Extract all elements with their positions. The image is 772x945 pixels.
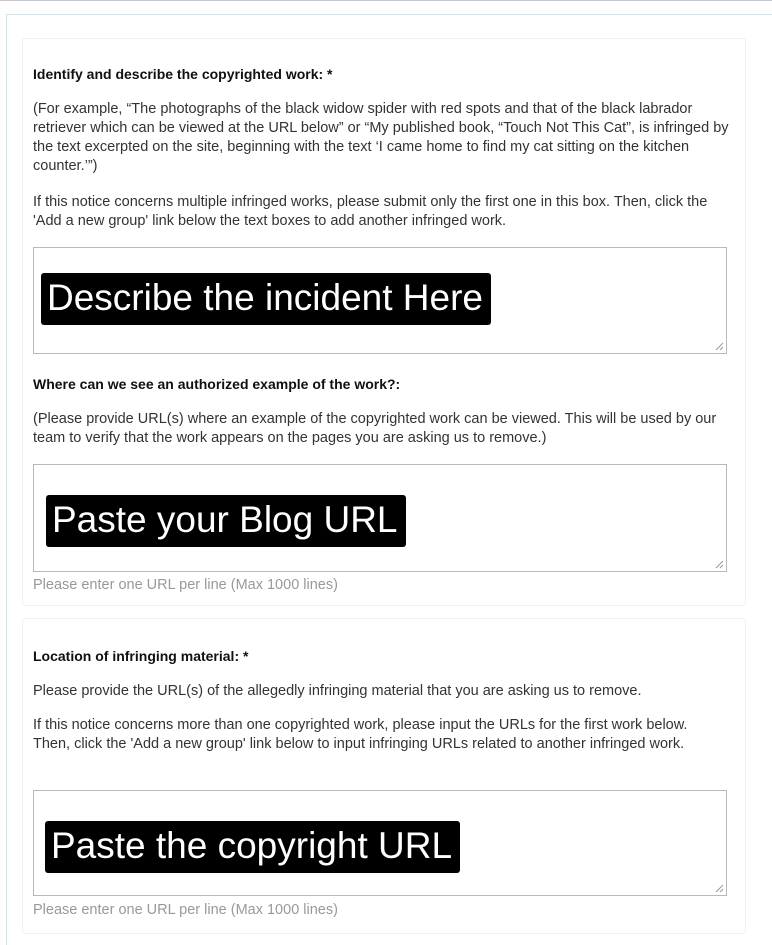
resize-grip-icon[interactable] <box>714 559 724 569</box>
url-per-line-hint: Please enter one URL per line (Max 1000 lines) <box>33 577 338 593</box>
multiple-works-instructions: If this notice concerns multiple infringed works, please submit only the first one in this box. Then, click the 'Add a new group' link below the text boxes to add another infringed work. <box>33 194 708 229</box>
infringing-url-per-line-hint: Please enter one URL per line (Max 1000 lines) <box>33 902 338 918</box>
resize-grip-icon[interactable] <box>714 341 724 351</box>
infringing-location-label: Location of infringing material: * <box>33 648 249 664</box>
paste-copyright-url-overlay: Paste the copyright URL <box>45 821 460 873</box>
resize-grip-icon[interactable] <box>714 883 724 893</box>
authorized-example-label: Where can we see an authorized example of the work?: <box>33 376 401 392</box>
infringing-location-help-text: Please provide the URL(s) of the allegedly infringing material that you are asking us to remove. <box>33 683 642 699</box>
multiple-works-url-instructions: If this notice concerns more than one copyrighted work, please input the URLs for the first work below. Then, click the 'Add a new group' link below to input infringing URLs related to another infringed work. <box>33 717 688 752</box>
copyrighted-work-label: Identify and describe the copyrighted work: * <box>33 66 333 82</box>
copyrighted-work-example-text: (For example, “The photographs of the black widow spider with red spots and that of the black labrador retriever which can be viewed at the URL below” or “My published book, “Touch Not This Cat”, is infringed by the text excerpted on the site, beginning with the text ‘I came home to find my cat sitting on the kitchen counter.’”) <box>33 101 729 174</box>
top-divider <box>0 0 772 1</box>
authorized-example-help-text: (Please provide URL(s) where an example of the copyrighted work can be viewed. This will be used by our team to verify that the work appears on the pages you are asking us to remove.) <box>33 411 717 446</box>
paste-blog-url-overlay: Paste your Blog URL <box>46 495 406 547</box>
describe-incident-overlay: Describe the incident Here <box>41 273 491 325</box>
